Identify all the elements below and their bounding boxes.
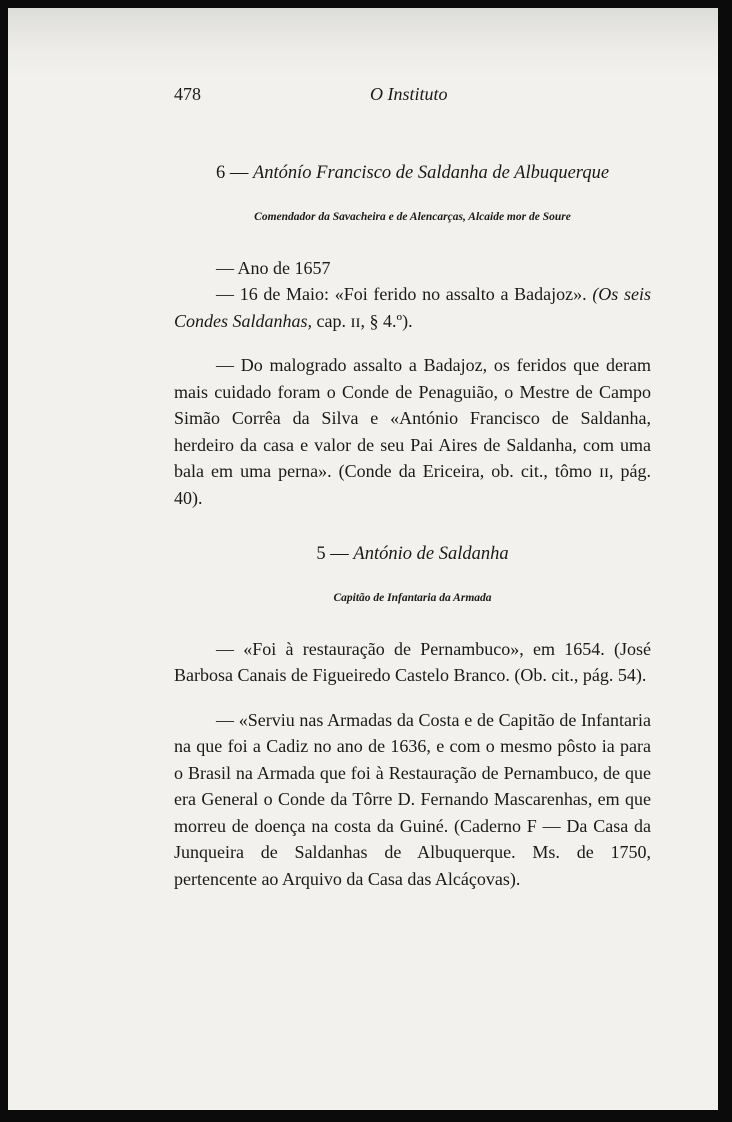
section-5-heading xyxy=(174,541,651,568)
section-6-name: Antónío Francisco de Saldanha de Albuquerque xyxy=(252,163,610,183)
section-5-subtitle: Capitão de Infantaria da Armada xyxy=(333,591,492,604)
section-6-paragraph: — Do malogrado assalto a Badajoz, os feridos que deram mais cuidado foram o Conde de Penaguião, o Mestre de Campo Simão Corrêa da Silva e «António Francisco de Saldanha, herdeiro da casa e valor de seu Pai Aires de Saldanha, com uma bala em uma perna». (Conde da Ericeira, ob. cit., tômo ɪɪ, pág. 40). xyxy=(174,355,651,508)
section-5-paragraph-2: — «Serviu nas Armadas da Costa e de Capitão de Infantaria na que foi a Cadiz no ano de 1636, e com o mesmo pôsto ia para o Brasil na Armada que foi à Restauração de Pernambuco, de que era General o Conde da Tôrre D. Fernando Mascarenhas, em que morreu de doença na costa da Guiné. (Caderno F — Da Casa da Junqueira de Saldanhas de Albuquerque. Ms. de 1750, pertencente ao Arquivo da Casa das Alcáçovas). xyxy=(174,709,651,889)
book-page xyxy=(8,8,718,1110)
section-5-paragraph-1: — «Foi à restauração de Pernambuco», em 1654. (José Barbosa Canais de Figueiredo Castelo Branco. (Ob. cit., pág. 54). xyxy=(174,638,651,685)
section-6-heading xyxy=(174,160,651,187)
section-5-name: António de Saldanha xyxy=(353,544,509,564)
section-6-year: — Ano de 1657 xyxy=(216,257,331,278)
section-5-number: 5 — xyxy=(316,544,349,564)
running-title: O Instituto xyxy=(370,84,448,104)
section-6-number: 6 — xyxy=(215,163,249,183)
page-content xyxy=(174,160,651,892)
section-6-reference-title: (Os seis Condes Saldanhas, xyxy=(174,284,651,331)
section-6-subtitle: Comendador da Savacheira e de Alencarças, Alcaide mor de Soure xyxy=(254,210,571,223)
page-number: 478 xyxy=(174,84,201,104)
page-header xyxy=(174,84,474,110)
section-6-event-text: — 16 de Maio: «Foi ferido no assalto a Badajoz». xyxy=(216,284,587,304)
section-6-reference-rest: cap. ɪɪ, § 4.º). xyxy=(312,310,413,331)
section-6-event xyxy=(174,281,651,334)
